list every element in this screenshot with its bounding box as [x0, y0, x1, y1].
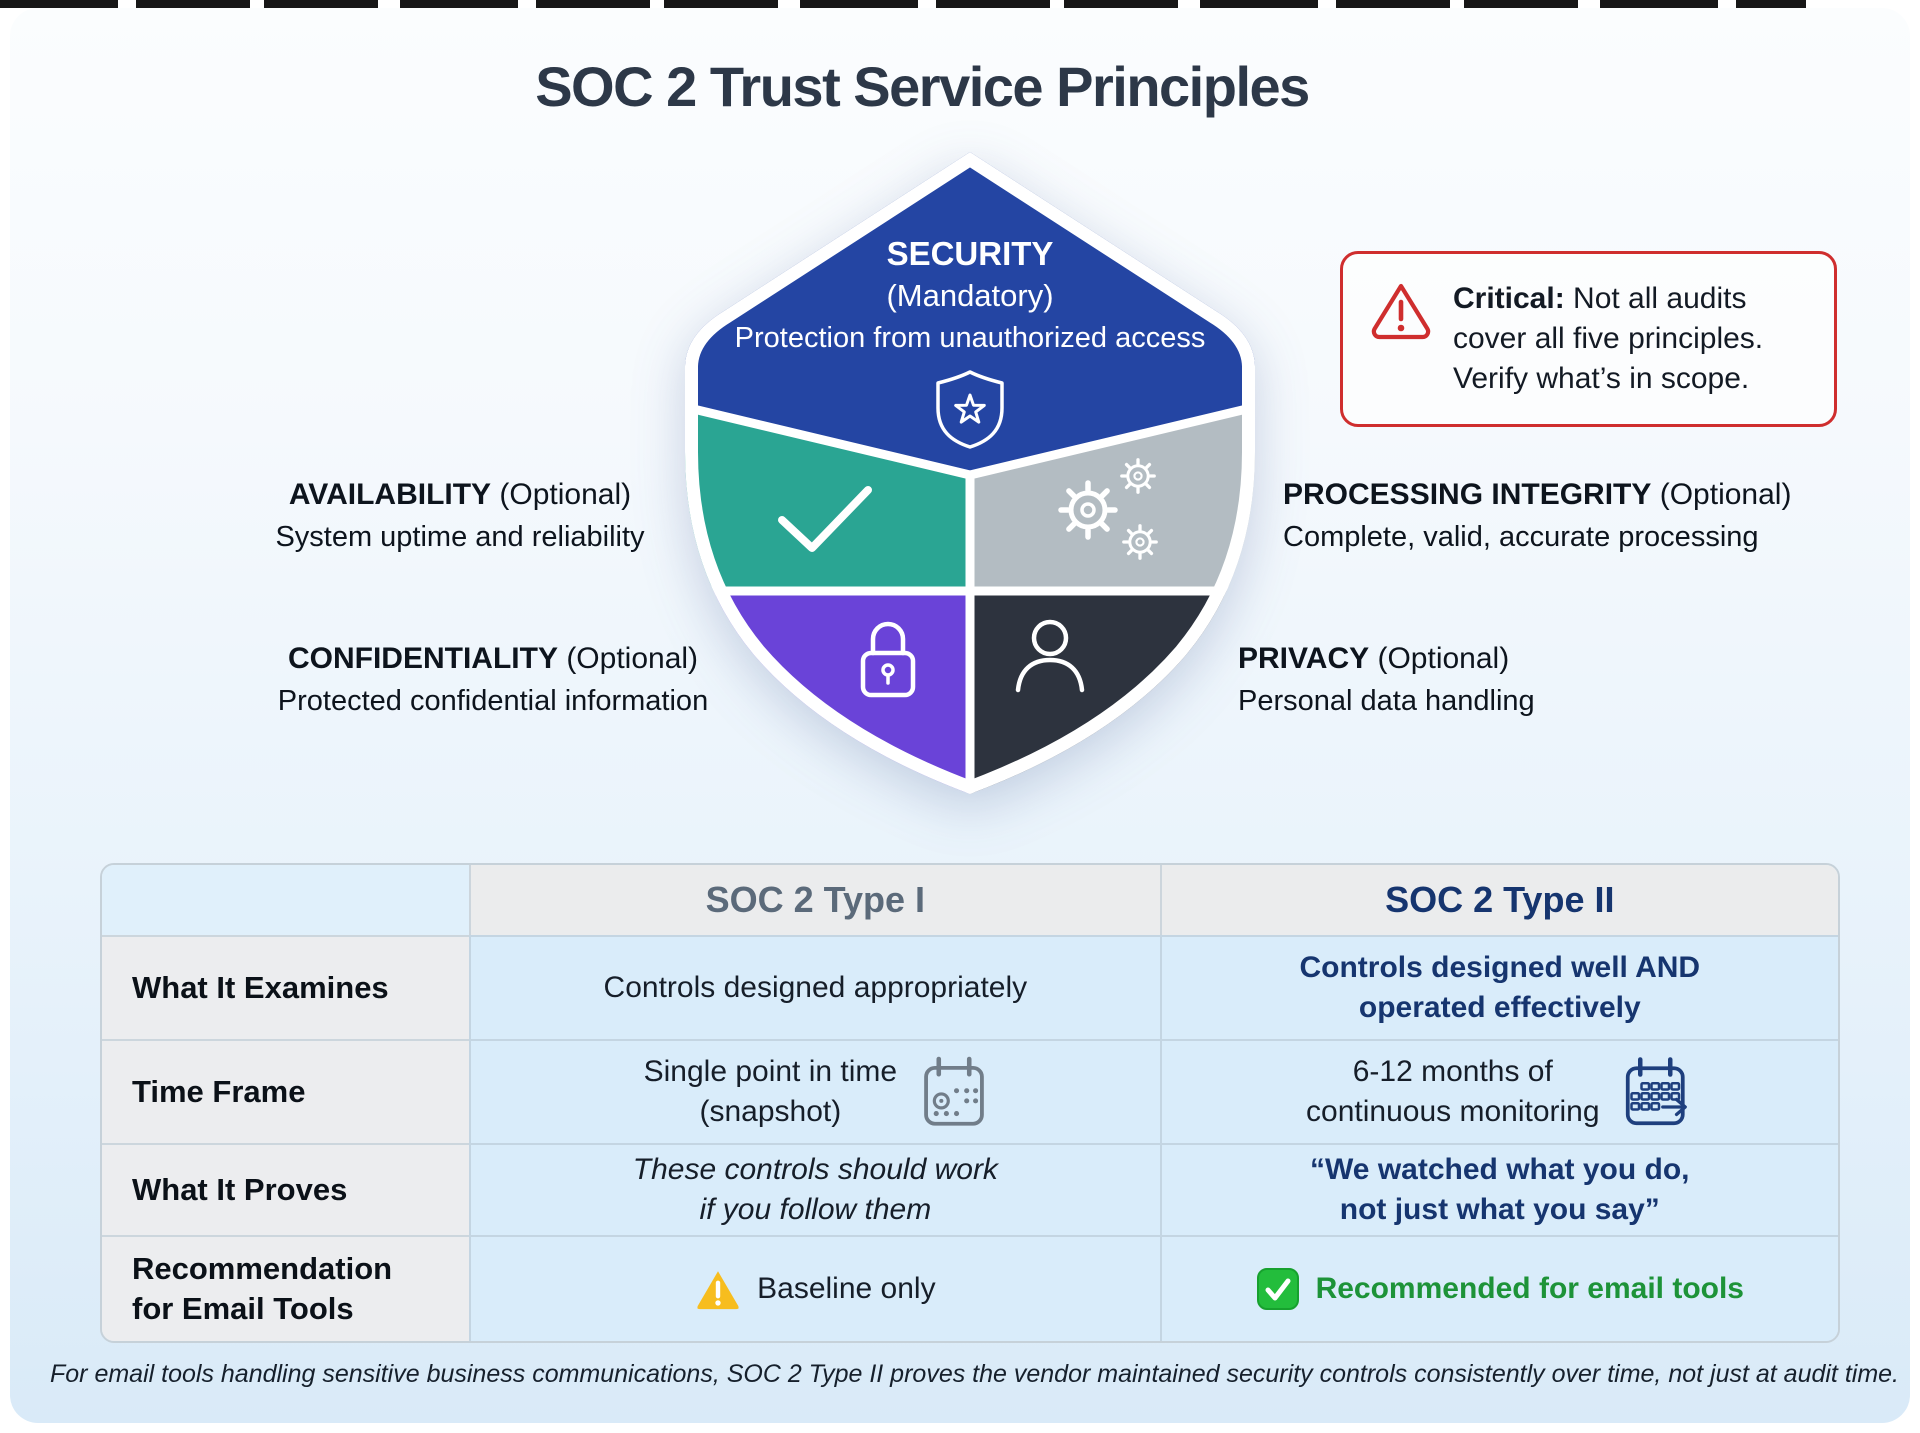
- calendar-snapshot-icon: [921, 1055, 987, 1129]
- cell-type1-proves: These controls should work if you follow them: [469, 1143, 1159, 1235]
- top-edge-artifact: [0, 0, 1806, 8]
- critical-label: Critical:: [1453, 282, 1565, 315]
- row-label-what-it-examines: What It Examines: [102, 935, 469, 1039]
- table-header-type2: SOC 2 Type II: [1160, 865, 1838, 935]
- processing-integrity-label: [1283, 474, 1863, 558]
- cell-type2-proves: “We watched what you do, not just what you say”: [1160, 1143, 1838, 1235]
- availability-label: [210, 474, 710, 558]
- processing-desc: Complete, valid, accurate processing: [1283, 520, 1759, 553]
- warning-triangle-icon: [1369, 282, 1433, 340]
- cell-type2-recommendation: Recommended for email tools: [1160, 1235, 1838, 1341]
- privacy-tag: (Optional): [1377, 642, 1510, 675]
- privacy-desc: Personal data handling: [1238, 684, 1535, 717]
- security-desc-label: Protection from unauthorized access: [734, 322, 1206, 354]
- cell-type2-timeframe: 6-12 months of continuous monitoring: [1160, 1039, 1838, 1143]
- security-tag-label: (Mandatory): [886, 278, 1054, 313]
- cell-type1-recommendation: Baseline only: [469, 1235, 1159, 1341]
- availability-tag: (Optional): [499, 478, 632, 511]
- availability-name: AVAILABILITY: [288, 478, 492, 511]
- critical-body: Not all audits cover all five principles. Verify what’s in scope.: [1453, 282, 1764, 395]
- page-title: SOC 2 Trust Service Principles: [535, 55, 1309, 118]
- confidentiality-label: [243, 638, 743, 722]
- privacy-label: [1238, 638, 1678, 722]
- row-label-time-frame: Time Frame: [102, 1039, 469, 1143]
- cell-type1-examines: Controls designed appropriately: [469, 935, 1159, 1039]
- critical-text: [1453, 279, 1805, 399]
- comparison-table: [100, 863, 1840, 1343]
- infographic-canvas: [10, 8, 1910, 1423]
- row-label-recommendation: Recommendation for Email Tools: [102, 1235, 469, 1341]
- processing-name: PROCESSING INTEGRITY: [1283, 478, 1652, 511]
- critical-note: [1340, 251, 1837, 427]
- row-label-what-it-proves: What It Proves: [102, 1143, 469, 1235]
- check-icon: [1256, 1267, 1300, 1311]
- cell-type1-timeframe: Single point in time (snapshot): [469, 1039, 1159, 1143]
- security-name-label: SECURITY: [886, 235, 1054, 272]
- processing-tag: (Optional): [1659, 478, 1792, 511]
- table-header-type1: SOC 2 Type I: [469, 865, 1159, 935]
- calendar-monitoring-icon: [1624, 1055, 1694, 1129]
- availability-desc: System uptime and reliability: [275, 520, 645, 553]
- privacy-name: PRIVACY: [1238, 642, 1370, 675]
- warning-icon: [695, 1268, 741, 1311]
- table-corner-cell: [102, 865, 469, 935]
- confidentiality-tag: (Optional): [566, 642, 699, 675]
- footer-note: For email tools handling sensitive business communications, SOC 2 Type II proves the vendor maintained security controls consistently over time, not just at audit time.: [50, 1360, 1899, 1388]
- trust-shield-diagram: [660, 148, 1280, 798]
- confidentiality-desc: Protected confidential information: [277, 684, 709, 717]
- confidentiality-name: CONFIDENTIALITY: [287, 642, 558, 675]
- cell-type2-examines: Controls designed well AND operated effectively: [1160, 935, 1838, 1039]
